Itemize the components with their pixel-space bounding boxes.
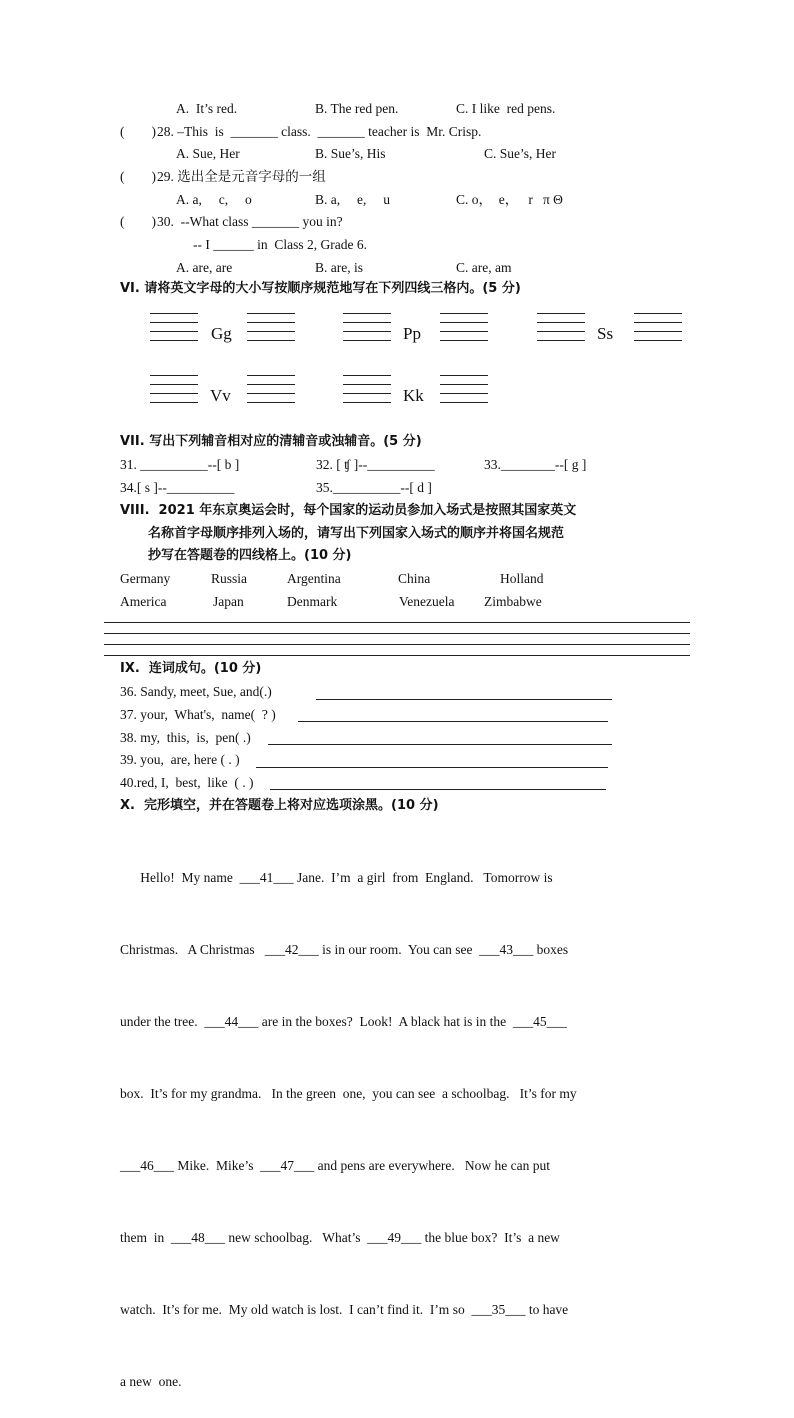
q28-option-a: A. Sue, Her — [176, 146, 240, 161]
four-line-stroke — [537, 340, 585, 341]
q37-answer-line — [298, 721, 608, 722]
cloze-line-1: Hello! My name ___41___ Jane. I’m a girl from England. Tomorrow is — [120, 870, 553, 885]
four-line-stroke — [150, 375, 198, 376]
four-line-stroke — [634, 331, 682, 332]
four-line-stroke — [247, 402, 295, 403]
four-line-stroke — [537, 313, 585, 314]
q29-option-c: C. o， e， r π Θ — [456, 192, 563, 207]
q29-option-a: A. a, c, o — [176, 192, 252, 207]
letter-pair-pp: Pp — [403, 324, 421, 343]
q30-option-b: B. are, is — [315, 260, 363, 275]
letter-pair-vv: Vv — [210, 386, 231, 405]
q29-stem: 29. 选出全是元音字母的一组 — [157, 169, 326, 184]
writing-line-3 — [104, 644, 690, 645]
cloze-line-6: them in ___48___ new schoolbag. What’s ___49___ the blue box? It’s a new — [120, 1230, 560, 1245]
q30-stem: 30. --What class _______ you in? — [157, 214, 343, 229]
four-line-stroke — [343, 384, 391, 385]
country-china: China — [398, 571, 431, 586]
four-line-stroke — [343, 375, 391, 376]
four-line-stroke — [343, 331, 391, 332]
q28-option-c: C. Sue’s, Her — [484, 146, 556, 161]
four-line-stroke — [440, 384, 488, 385]
cloze-line-7: watch. It’s for me. My old watch is lost. I can’t find it. I’m so ___35___ to have — [120, 1302, 569, 1317]
q30-answer-paren: ( ) — [120, 214, 156, 229]
four-line-stroke — [343, 313, 391, 314]
q37: 37. your, What's, name( ? ) — [120, 707, 276, 722]
country-america: America — [120, 594, 167, 609]
four-line-stroke — [247, 313, 295, 314]
four-line-stroke — [150, 384, 198, 385]
q30-option-c: C. are, am — [456, 260, 512, 275]
four-line-stroke — [537, 322, 585, 323]
four-line-stroke — [440, 313, 488, 314]
q28-answer-paren: ( ) — [120, 124, 156, 139]
writing-line-2 — [104, 633, 690, 634]
four-line-stroke — [343, 340, 391, 341]
q29-option-b: B. a, e, u — [315, 192, 390, 207]
cloze-line-5: ___46___ Mike. Mike’s ___47___ and pens are everywhere. Now he can put — [120, 1158, 551, 1173]
q39-answer-line — [256, 767, 608, 768]
cloze-line-4: box. It’s for my grandma. In the green one, you can see a schoolbag. It’s for my — [120, 1086, 577, 1101]
four-line-stroke — [343, 322, 391, 323]
four-line-stroke — [150, 340, 198, 341]
q28-option-b: B. Sue’s, His — [315, 146, 386, 161]
q38: 38. my, this, is, pen( .) — [120, 730, 251, 745]
four-line-stroke — [150, 402, 198, 403]
four-line-stroke — [247, 322, 295, 323]
q38-answer-line — [268, 744, 612, 745]
letter-pair-gg: Gg — [211, 324, 232, 343]
four-line-stroke — [343, 402, 391, 403]
country-japan: Japan — [213, 594, 244, 609]
four-line-stroke — [634, 313, 682, 314]
section-7-title: VII. 写出下列辅音相对应的清辅音或浊辅音。(5 分) — [120, 434, 422, 449]
cloze-line-2: Christmas. A Christmas ___42___ is in our room. You can see ___43___ boxes — [120, 942, 569, 957]
four-line-stroke — [440, 393, 488, 394]
four-line-stroke — [150, 313, 198, 314]
country-zimbabwe: Zimbabwe — [484, 594, 542, 609]
q27-option-b: B. The red pen. — [315, 101, 399, 116]
four-line-stroke — [440, 340, 488, 341]
four-line-stroke — [537, 331, 585, 332]
four-line-stroke — [440, 322, 488, 323]
four-line-stroke — [634, 340, 682, 341]
q36: 36. Sandy, meet, Sue, and(.) — [120, 684, 272, 699]
four-line-stroke — [150, 322, 198, 323]
letter-pair-ss: Ss — [597, 324, 614, 343]
section-9-title: IX. 连词成句。(10 分) — [120, 661, 262, 676]
four-line-stroke — [247, 393, 295, 394]
q40: 40.red, I, best, like ( . ) — [120, 775, 254, 790]
q36-answer-line — [316, 699, 612, 700]
cloze-line-8: a new one. — [120, 1374, 182, 1389]
q30-option-a: A. are, are — [176, 260, 233, 275]
country-venezuela: Venezuela — [399, 594, 455, 609]
country-argentina: Argentina — [287, 571, 341, 586]
q34: 34.[ s ]--__________ — [120, 480, 235, 495]
four-line-stroke — [247, 331, 295, 332]
four-line-stroke — [247, 340, 295, 341]
country-russia: Russia — [211, 571, 248, 586]
country-germany: Germany — [120, 571, 171, 586]
writing-line-1 — [104, 622, 690, 623]
q28-stem: 28. –This is _______ class. _______ teacher is Mr. Crisp. — [157, 124, 482, 139]
cloze-passage — [120, 818, 640, 1418]
writing-line-4 — [104, 655, 690, 656]
section-10-title: X. 完形填空，并在答题卷上将对应选项涂黑。(10 分) — [120, 798, 439, 813]
four-line-stroke — [247, 384, 295, 385]
q33: 33.________--[ g ] — [484, 457, 587, 472]
q39: 39. you, are, here ( . ) — [120, 752, 240, 767]
section-8-title-line1: VIII. 2021 年东京奥运会时，每个国家的运动员参加入场式是按照其国家英文 — [120, 503, 577, 518]
four-line-stroke — [150, 393, 198, 394]
section-6-title: VI. 请将英文字母的大小写按顺序规范地写在下列四线三格内。(5 分) — [120, 281, 521, 296]
cloze-line-3: under the tree. ___44___ are in the boxes? Look! A black hat is in the ___45___ — [120, 1014, 567, 1029]
q30-stem-reply: -- I ______ in Class 2, Grade 6. — [193, 237, 367, 252]
four-line-stroke — [343, 393, 391, 394]
q40-answer-line — [270, 789, 606, 790]
q32: 32. [ ʧ ]--__________ — [316, 457, 435, 472]
country-holland: Holland — [500, 571, 544, 586]
q27-option-a: A. It’s red. — [176, 101, 238, 116]
letter-pair-kk: Kk — [403, 386, 424, 405]
four-line-stroke — [634, 322, 682, 323]
section-8-title-line3: 抄写在答题卷的四线格上。(10 分) — [148, 548, 352, 563]
section-8-title-line2: 名称首字母顺序排列入场的，请写出下列国家入场式的顺序并将国名规范 — [148, 526, 565, 541]
four-line-stroke — [440, 331, 488, 332]
four-line-stroke — [247, 375, 295, 376]
four-line-stroke — [150, 331, 198, 332]
q31: 31. __________--[ b ] — [120, 457, 240, 472]
four-line-stroke — [440, 375, 488, 376]
four-line-stroke — [440, 402, 488, 403]
q27-option-c: C. I like red pens. — [456, 101, 556, 116]
q35: 35.__________--[ d ] — [316, 480, 432, 495]
q29-answer-paren: ( ) — [120, 169, 156, 184]
country-denmark: Denmark — [287, 594, 338, 609]
